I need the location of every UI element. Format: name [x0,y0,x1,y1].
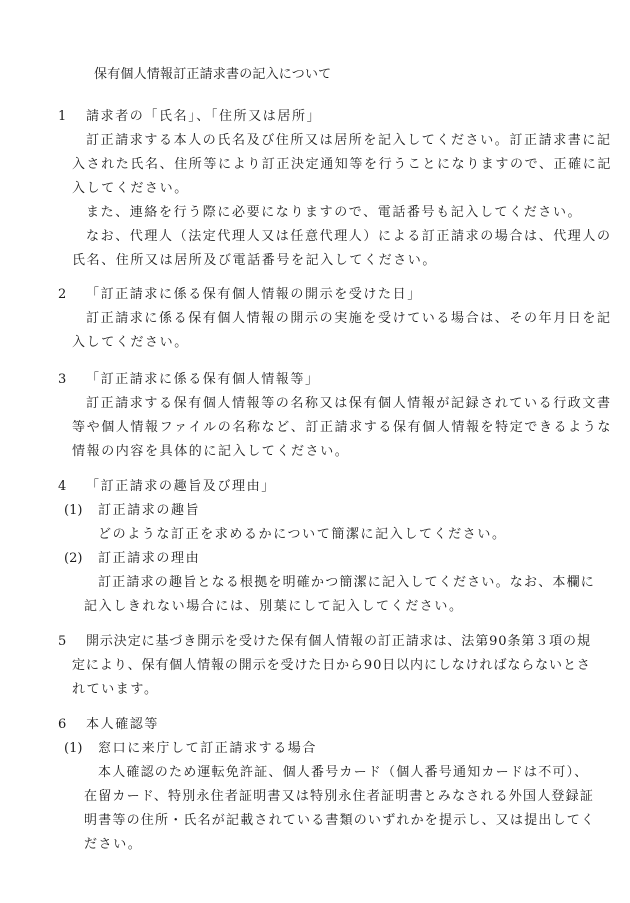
section-6-1-line-4: ださい。 [84,837,143,852]
section-number: 1 [58,109,67,124]
section-1-heading [58,109,321,125]
section-3-line-2: 等や個人情報ファイルの名称など、訂正請求する保有個人情報を特定できるような [72,420,612,435]
section-1-line-4: また、連絡を行う際に必要になりますので、電話番号も記入してください。 [86,205,583,220]
section-1-line-6: 氏名、住所又は居所及び電話番号を記入してください。 [72,253,438,268]
section-2-heading [58,287,422,303]
subsection-number: (2) [64,551,83,566]
section-5-line-2: 定により、保有個人情報の開示を受けた日から90日以内にしなければならないとさ [72,658,591,673]
section-6-1-line-1: 本人確認のため運転免許証、個人番号カード（個人番号通知カードは不可）、 [98,765,589,780]
section-heading-text: 請求者の「氏名」、「住所又は居所」 [86,109,322,124]
section-6-1-line-3: 明書等の住所・氏名が記載されている書類のいずれかを提示し、又は提出してく [84,813,596,828]
section-3-line-3: 情報の内容を具体的に記入してください。 [72,444,350,459]
subsection-number: (1) [64,741,83,756]
section-1-line-5: なお、代理人（法定代理人又は任意代理人）による訂正請求の場合は、代理人の [86,229,612,244]
section-4-1-heading [64,503,200,519]
section-1-line-3: 入してください。 [72,181,189,196]
section-number: 6 [58,717,67,732]
section-4-2-line-1: 訂正請求の趣旨となる根拠を明確かつ簡潔に記入してください。なお、本欄に [98,575,596,590]
section-5-line-3: れています。 [72,682,159,697]
section-number: 5 [58,634,67,649]
section-4-2-line-2: 記入しきれない場合には、別葉にして記入してください。 [84,599,464,614]
section-4-1-line-1: どのような訂正を求めるかについて簡潔に記入してください。 [98,527,507,542]
section-5-line-1 [58,634,591,650]
subsection-heading-text: 訂正請求の趣旨 [98,503,201,518]
section-2-line-2: 入してください。 [72,335,189,350]
section-text: 開示決定に基づき開示を受けた保有個人情報の訂正請求は、法第90条第３項の規 [86,634,591,649]
section-2-line-1: 訂正請求に係る保有個人情報の開示の実施を受けている場合は、その年月日を記 [86,311,612,326]
section-3-heading [58,372,320,388]
section-3-line-1: 訂正請求する保有個人情報等の名称又は保有個人情報が記録されている行政文書 [86,396,612,411]
section-heading-text: 「訂正請求に係る保有個人情報等」 [86,372,320,387]
subsection-number: (1) [64,503,83,518]
section-6-1-heading [64,741,317,757]
section-6-1-line-2: 在留カード、特別永住者証明書又は特別永住者証明書とみなされる外国人登録証 [84,789,595,804]
section-1-line-1: 訂正請求する本人の氏名及び住所又は居所を記入してください。訂正請求書に記 [86,133,612,148]
section-1-line-2: 入された氏名、住所等により訂正決定通知等を行うことになりますので、正確に記 [72,157,612,172]
section-number: 3 [58,372,67,387]
section-6-heading [58,717,159,733]
section-heading-text: 「訂正請求に係る保有個人情報の開示を受けた日」 [86,287,422,302]
section-4-2-heading [64,551,200,567]
section-heading-text: 本人確認等 [86,717,160,732]
section-4-heading [58,479,276,495]
section-number: 4 [58,479,67,494]
section-number: 2 [58,287,67,302]
document-title: 保有個人情報訂正請求書の記入について [94,67,332,82]
subsection-heading-text: 窓口に来庁して訂正請求する場合 [98,741,318,756]
section-heading-text: 「訂正請求の趣旨及び理由」 [86,479,276,494]
subsection-heading-text: 訂正請求の理由 [98,551,201,566]
